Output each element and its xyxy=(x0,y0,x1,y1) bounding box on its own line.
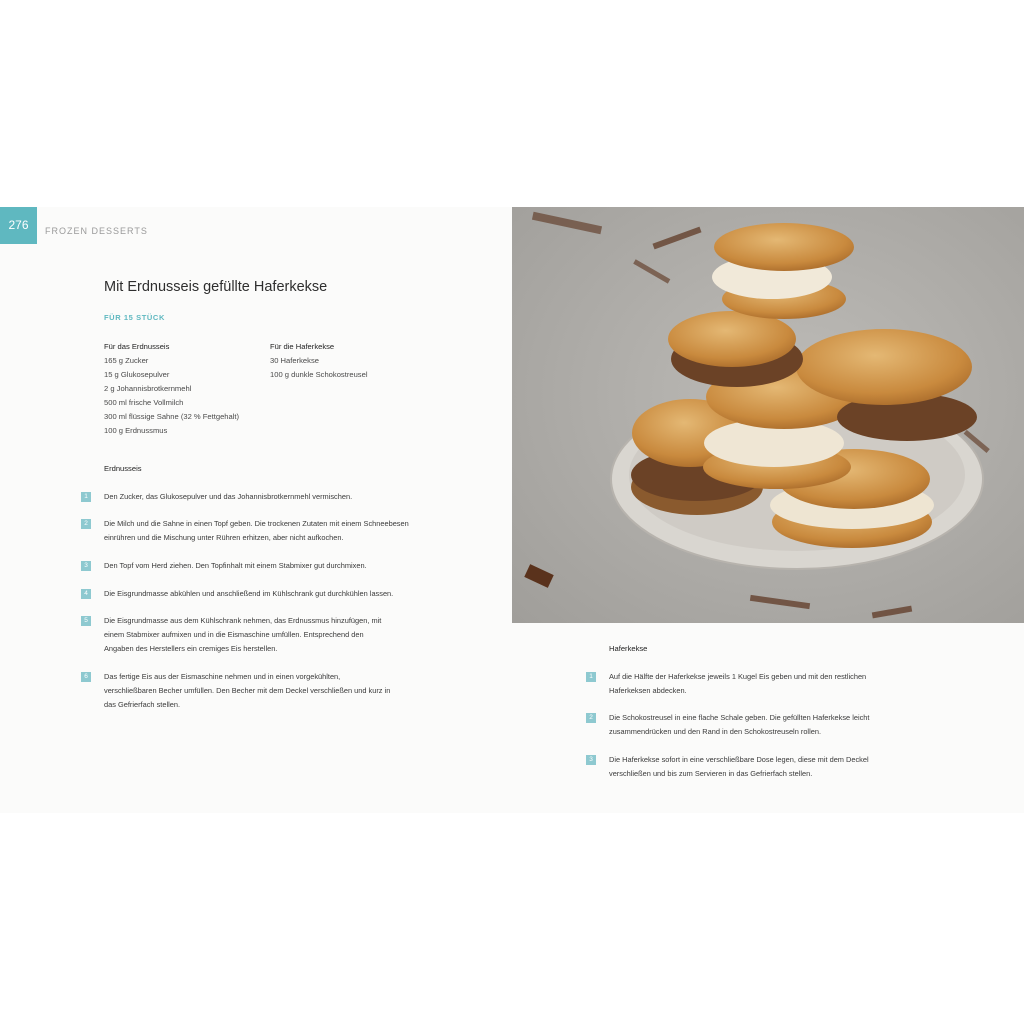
ingredient-item: 100 g dunkle Schokostreusel xyxy=(270,370,368,379)
step-item xyxy=(84,670,394,711)
ingredient-item: 2 g Johannisbrotkernmehl xyxy=(104,384,192,393)
step-number-badge: 1 xyxy=(586,672,596,682)
step-item xyxy=(589,753,899,781)
step-text: Die Haferkekse sofort in eine verschließbare Dose legen, diese mit dem Deckel verschließen und bis zum Servieren in das Gefrierfach stellen. xyxy=(609,755,869,778)
step-item xyxy=(84,587,414,601)
page-number: 276 xyxy=(0,207,37,244)
step-text: Die Schokostreusel in eine flache Schale geben. Die gefüllten Haferkekse leicht zusammendrücken und den Rand in den Schokostreuseln rollen. xyxy=(609,713,870,736)
section-heading-cookies: Haferkekse xyxy=(609,644,648,653)
section-heading-ice: Erdnusseis xyxy=(104,464,142,473)
ingredient-item: 100 g Erdnussmus xyxy=(104,426,168,435)
step-text: Die Eisgrundmasse abkühlen und anschließend im Kühlschrank gut durchkühlen lassen. xyxy=(104,589,394,598)
step-number-badge: 6 xyxy=(81,672,91,682)
recipe-yield: FÜR 15 STÜCK xyxy=(104,313,165,322)
step-number-badge: 4 xyxy=(81,589,91,599)
step-text: Das fertige Eis aus der Eismaschine nehmen und in einen vorgekühlten, verschließbaren Becher umfüllen. Den Becher mit dem Deckel verschließen und kurz in das Gefrierfach stellen. xyxy=(104,672,391,709)
step-number-badge: 2 xyxy=(81,519,91,529)
step-item xyxy=(84,490,414,504)
ingredients-cookies-heading: Für die Haferkekse xyxy=(270,342,335,351)
ingredient-item: 30 Haferkekse xyxy=(270,356,319,365)
ice-cream-sandwich-illustration xyxy=(512,207,1024,623)
step-item xyxy=(84,559,414,573)
step-text: Auf die Hälfte der Haferkekse jeweils 1 Kugel Eis geben und mit den restlichen Haferkeksen abdecken. xyxy=(609,672,867,695)
ingredients-ice xyxy=(104,340,239,438)
step-text: Die Milch und die Sahne in einen Topf geben. Die trockenen Zutaten mit einem Schneebesen einrühren und die Mischung unter Rühren erhitzen, aber nicht aufkochen. xyxy=(104,519,409,542)
step-number-badge: 2 xyxy=(586,713,596,723)
ingredient-item: 300 ml flüssige Sahne (32 % Fettgehalt) xyxy=(104,412,240,421)
step-number-badge: 1 xyxy=(81,492,91,502)
step-number-badge: 3 xyxy=(586,755,596,765)
step-item xyxy=(589,711,899,739)
step-text: Den Topf vom Herd ziehen. Den Topfinhalt mit einem Stabmixer gut durchmixen. xyxy=(104,561,367,570)
recipe-title: Mit Erdnusseis gefüllte Haferkekse xyxy=(104,279,328,295)
step-text: Den Zucker, das Glukosepulver und das Johannisbrotkernmehl vermischen. xyxy=(104,492,353,501)
ingredients-cookies xyxy=(270,340,368,382)
ingredient-item: 165 g Zucker xyxy=(104,356,149,365)
step-number-badge: 5 xyxy=(81,616,91,626)
step-item xyxy=(589,670,899,698)
chapter-title: FROZEN DESSERTS xyxy=(45,226,148,236)
recipe-photo xyxy=(512,207,1024,623)
step-text: Die Eisgrundmasse aus dem Kühlschrank nehmen, das Erdnussmus hinzufügen, mit einem Stabmixer aufmixen und in die Eismaschine umfüllen. Entsprechend den Angaben des Herstellers ein cremiges Eis herstellen. xyxy=(104,616,382,653)
step-number-badge: 3 xyxy=(81,561,91,571)
ingredient-item: 500 ml frische Vollmilch xyxy=(104,398,184,407)
ingredient-item: 15 g Glukosepulver xyxy=(104,370,170,379)
step-item xyxy=(84,614,394,655)
step-item xyxy=(84,517,414,545)
ingredients-ice-heading: Für das Erdnusseis xyxy=(104,342,170,351)
